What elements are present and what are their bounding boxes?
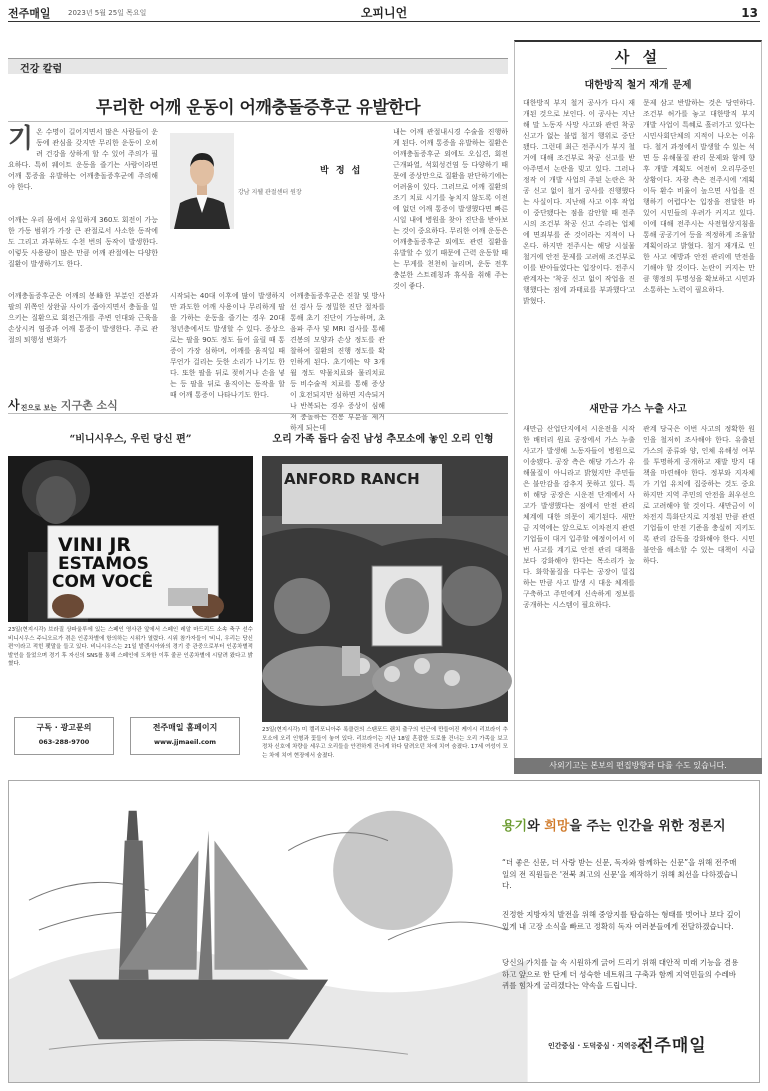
ad-paragraph: “더 좋은 신문, 더 사랑 받는 신문, 독자와 함께하는 신문”을 위해 전주매일의 전 직원들은 '전북 최고의 신문'을 제작하기 위해 최선을 다하겠습니다. [502, 858, 738, 890]
sign-text: COM VOCÊ [52, 572, 154, 592]
sign-text: ANFORD RANCH [284, 470, 420, 488]
ad-heading-word: 용기 [502, 819, 528, 834]
ad-heading-word: 을 주는 인간을 위한 정론지 [569, 819, 726, 834]
band-first-char: 사 [8, 398, 20, 412]
ad-heading-word: 와 [527, 819, 545, 834]
editorial-text: 새만금 산업단지에서 시운전을 시작한 배터리 원료 공장에서 가스 누출 사고가 발생해 노동자들이 병원으로 이송됐다. 공장 측은 해당 가스가 유해물질이 아니라고 밝혔지만 주민들은 불안감을 감추지 못하고 있다. 특히 해당 공장은 시운전 단계에서 사고가 발생했다는 점에서 안전 관리 체계에 대한 의문이 제기된다. 새만금 지역에는 앞으로도 이차전지 관련 기업들이 대거 입주할 예정이어서 이번 사고를 계기로 안전 관리 대책을 보다 강화해야 한다는 목소리가 높다. 화학물질을 다루는 공장이 밀집하는 만큼 사고 발생 시 대응 체계를 구축하고 주민에게 신속하게 정보를 공개하는 시스템이 필요하다. [523, 425, 635, 609]
ad-heading-word: 희망 [544, 819, 570, 834]
author-org: 강남 지웰 관절센터 원장 [238, 189, 302, 196]
sign-text: VINI JR [58, 534, 132, 556]
article-text: 시작되는 40대 이후에 많이 발생하지만 과도한 어깨 사용이나 무리하게 팔을 가하는 운동을 즐기는 경우 20대 청년층에서도 발생할 수 있다. 증상으로는 팔을 90도 정도 들어 올릴 때 통증이 가장 심하며, 어깨를 움직일 때 무언가 걸리는 듯한 소리가 나기도 한다. 또한 팔을 뒤로 젖히거나 손을 넣는 등 팔을 뒤로 움직이는 동작을 할 때 어깨 통증이 나타나기도 한다. [170, 292, 285, 399]
advertisement [8, 780, 760, 1083]
photo-right [262, 456, 508, 722]
page-number: 13 [741, 5, 758, 20]
photo-caption-right: 23일(현지시각) 미 캘리포니아주 록클린의 스탠포드 랜치 출구의 인근에 만들어진 케이시 리브라이 추모소에 오리 인형과 꽃들이 놓여 있다. 리브라이는 지난 18일 혼잡한 도로를 건너는 오리 가족을 보고 정차 신호에 차량을 세우고 오리들을 안전하게 건너게 하다 달려오던 차에 치여 숨졌다. 17세 여성이 모는 차에 치여 현장에서 숨졌다. [262, 727, 508, 759]
photo-title-left[interactable]: “비니시우스, 우린 당신 편” [69, 434, 192, 445]
editorial-footer: 사외기고는 본보의 편집방향과 다를 수도 있습니다. [514, 758, 762, 774]
article-text: 어깨충돌증후군은 어깨의 봉峰한 부분인 견봉과 팔의 위쪽인 상완골 사이가 좁아지면서 충돌을 일으키는 질환으로 회전근개를 주변 인대와 근육을 손상시켜 염증과 어깨 통증이 발생한다. 주로 관절의 퇴행성 변화가 [8, 292, 158, 344]
homepage-url[interactable]: www.jjmaeil.com [153, 738, 217, 746]
editorial-headline[interactable]: 대한방직 철거 재개 문제 [584, 80, 692, 91]
memorial-photo [262, 456, 508, 722]
divider [8, 121, 508, 122]
article-text: 어깨는 우리 몸에서 유일하게 360도 회전이 가능한 가동 범위가 가장 큰 관절로서 사소한 동작에도 그리고 과부하도 수천 번의 동작이 발생한다. 이렇듯 사용량이 많은 만큼 어깨 관절에는 다양한 질환이 발생하기도 한다. [8, 216, 158, 268]
photo-news-band [8, 396, 508, 414]
article-body [8, 124, 158, 202]
homepage-box[interactable] [130, 717, 240, 755]
issue-date: 2023년 5월 25일 목요일 [68, 8, 147, 17]
health-tag: 건강 칼럼 [20, 64, 63, 75]
band-small-text: 진으로 보는 [20, 404, 57, 412]
photo-caption-left: 23일(현지시각) 브라질 상파울루에 있는 스페인 영사관 앞에서 스페인 레알 마드리드 소속 축구 선수 비니시우스 주니오르가 겪은 인종차별에 항의하는 시위가 열렸다. 시위 참가자들이 '비니, 우리는 당신 편'이라고 적힌 팻말을 들고 있다. 비니시우스는 21일 발렌시아와의 경기 중 관중으로부터 인종차별적 발언을 들었으며 경기 후 자신의 SNS를 통해 스페인에 도착한 이후 줄곧 인종차별에 시달려 왔다고 밝혔다. [8, 627, 253, 667]
author-name: 박 정 섭 [320, 166, 363, 176]
page-header [8, 4, 760, 22]
ad-paragraph: 당신의 가치를 늘 속 시원하게 긁어 드리기 위해 대안적 미래 기능을 겸용하고 앞으로 한 단계 더 성숙한 네트워크 구축과 함께 지역민들의 수레바퀴를 힘차게 굴리겠다는 약속을 드립니다. [502, 958, 739, 990]
editorial-label: 사 설 [614, 48, 662, 66]
health-title[interactable]: 무리한 어깨 운동이 어깨충돌증후군 유발한다 [95, 98, 421, 118]
ad-logo: 전주매일 [637, 1036, 707, 1056]
editorial-column [514, 40, 762, 762]
ad-heading [502, 815, 726, 834]
section-title: 오피니언 [360, 6, 408, 20]
article-text: 어깨충돌증후군은 진찰 및 방사선 검사 등 정밀한 진단 절차를 통해 초기 진단이 가능하며, 초음파 주사 및 MRI 검사를 통해 견봉의 모양과 손상 정도를 관찰하여 질환의 진행 정도를 확인하게 된다. 초기에는 약 3개월 정도 약물치료와 물리치료 등 비수술적 치료를 통해 증상이 호전되지만 심하면 지속되거나 반복되는 경우 증상이 심해져 충돌하는 견봉 부분을 제거하게 되는데 [290, 292, 385, 432]
subscription-box[interactable] [14, 717, 114, 755]
paper-name: 전주매일 [8, 6, 51, 20]
author-portrait [170, 133, 234, 229]
health-tag-band [8, 59, 508, 74]
info-title: 구독 · 광고문의 [36, 723, 92, 732]
editorial-headline[interactable]: 새만금 가스 누출 사고 [589, 404, 687, 415]
editorial-text: 대한방직 부지 철거 공사가 다시 재개된 것으로 보인다. 이 공사는 지난해 말 노동자 사망 사고와 관련 착공 신고가 없는 불법 철거 행위로 중단됐다. 그런데 최근 전주시가 부지 철거에 대해 조건부로 착공 신고를 받아주면서 논란을 빚고 있다. 그러나 정작 이 개발 사업의 주된 논란은 착공 신고 없이 철거 공사를 진행했다는 사실이다. 지난해 사고 이후 작업이 중단됐다는 점을 감안할 때 전주시의 조건부 착공 신고 수리는 업체에 면죄부를 준 것이라는 지적이 나온다. 하지만 전주시는 해당 시설물 철거에 안전 문제를 고려해 조건부로 이를 받아들였다는 입장이다. 전주시 관계자는 '착공 신고 없이 작업을 진행했다는 점에 과태료를 부과했다'고 밝혔다. [523, 99, 635, 305]
info-title: 전주매일 홈페이지 [152, 723, 218, 732]
band-title: 지구촌 소식 [60, 399, 118, 412]
ad-slogan: 인간중심 · 도덕중심 · 지역중심 [548, 1042, 645, 1050]
editorial-text: 관계 당국은 이번 사고의 정확한 원인을 철저히 조사해야 한다. 유출된 가스의 종류와 양, 인체 유해성 여부를 투명하게 공개하고 재발 방지 대책을 마련해야 한다. 정부와 지자체가 기업 유치에 집중하는 것도 중요하지만 지역 주민의 안전을 최우선으로 고려해야 할 것이다. 새만금이 이차전지 특화단지로 지정된 만큼 관련 기업들이 안전 기준을 충실히 지키도록 관리 감독을 강화해야 한다. 시민 불안을 해소할 수 있는 대책이 시급하다. [643, 425, 755, 565]
divider [611, 68, 667, 69]
dropcap: 기 [8, 124, 34, 154]
editorial-text: 문제 삼고 반발하는 것은 당연하다. 조건부 허가를 놓고 대한방직 부지 개발 사업이 특혜로 흘러가고 있다는 시민사회단체의 지적이 나오는 이유다. 철거 과정에서 발생할 수 있는 석면 등 유해물질 관리 문제와 함께 향후 개발 계획도 여전히 오리무중인 상황이다. 자광 측은 전주시에 '계획 이득 환수 비율이 높으면 사업을 진행하기 어렵다'는 입장을 전달한 바 있어 시민들의 우려가 커지고 있다. 이에 대해 전주시는 사전협상지침을 통해 공공기여 등을 적정하게 조율할 계획이라고 밝혔다. 철거 재개로 인한 사고 예방과 안전 관리에 만전을 기해야 할 것이다. 논란이 커지는 만큼 행정의 투명성을 확보하고 시민과 소통하는 노력이 필요하다. [643, 99, 755, 294]
phone-number: 063-288-9700 [38, 738, 90, 746]
article-text: 내는 어깨 관절내시경 수술을 진행하게 된다. 어깨 통증을 유발하는 질환은 어깨충돌증후군 외에도 오십견, 회전근개파열, 석회성건염 등 다양하기 때문에 증상만으로 질환을 판단하기에는 어려움이 있다. 그러므로 어깨 질환의 조기 치료 시기를 놓치지 않도록 이전에 없던 어깨 통증이 발생했다면 빠른 시일 내에 병원을 찾아 진단을 받아보는 것이 중요하다. 무리한 어깨 운동은 어깨충돌증후군 외에도 관련 질환을 유발할 수 있기 때문에 근력 운동할 때는 무게를 천천히 늘리며, 운동 전후 충분한 스트레칭과 휴식을 취해 주는 것이 좋다. [393, 128, 508, 290]
author-photo [170, 133, 234, 229]
photo-title-right[interactable]: 오리 가족 돕다 숨진 남성 추모소에 놓인 오리 인형 [272, 434, 494, 445]
photo-left [8, 456, 253, 622]
sign-text: ESTAMOS [58, 554, 149, 574]
ad-paragraph: 진정한 지방자치 발전을 위해 중앙지를 탐습하는 형태를 벗어나 보다 깊이 있게 내 고장 소식을 빠르고 정확히 독자 여러분들에게 전달하겠습니다. [502, 910, 741, 931]
article-text: 온 수명이 길어지면서 많은 사람들이 운동에 관심을 갖지만 무리한 운동이 오히려 건강을 상하게 할 수 있어 주의가 필요하다. 특히 웨이트 운동을 즐기는 사람이라면 어깨 통증을 유발하는 어깨충돌증후군에 주의해야 한다. [8, 128, 158, 191]
